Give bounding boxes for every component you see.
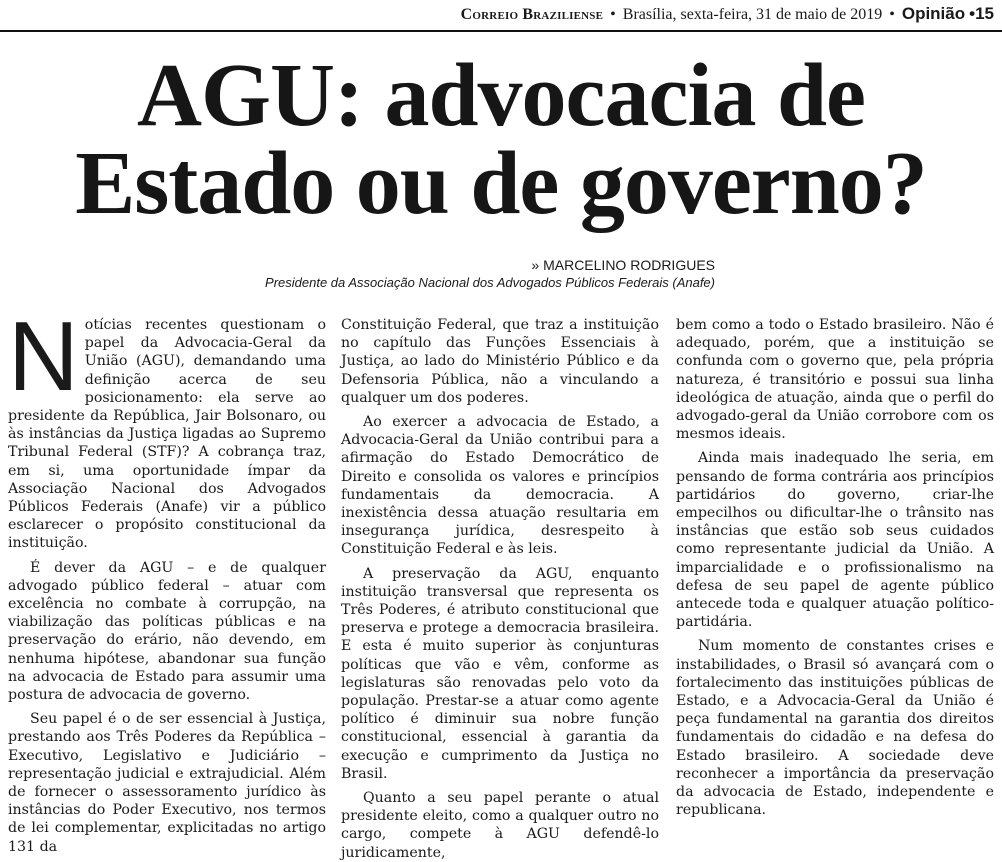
section-name: Opinião [901, 4, 966, 23]
drop-cap: N [8, 301, 79, 411]
paragraph-text: otícias recentes questionam o papel da Advocacia-Geral da União (AGU), demandando uma definição acerca de seu posicionamento: ela serve ao presidente da República, Jair Bolsonaro, ou às instâncias da Justiça ligadas ao Supremo Tribunal Federal (STF)? A cobrança traz, em si, uma oportunidade ímpar da Associação Nacional dos Advogados Públicos Federais (Anafe) vir a público esclarecer o propósito constitucional da instituição. [8, 317, 326, 552]
headline-line-1: AGU: advocacia de [137, 46, 865, 145]
paragraph: Constituição Federal, que traz a instituição no capítulo das Funções Essenciais à Justiça, ao lado do Ministério Público e da Defensoria Pública, não a vinculando a qualquer um dos poderes. [341, 317, 659, 406]
header-rule [0, 30, 1002, 32]
article-column-3 [676, 316, 994, 821]
dateline: Brasília, sexta-feira, 31 de maio de 2019 [622, 6, 883, 23]
paragraph: Num momento de constantes crises e instabilidades, o Brasil só avançará com o fortalecimento das instituições públicas de Estado, e a Advocacia-Geral da União é peça fundamental na garantia dos direitos fundamentais do cidadão e na defesa do Estado brasileiro. A sociedade deve reconhecer a importância da preservação da advocacia de Estado, independente e republicana. [676, 638, 994, 819]
byline [265, 257, 715, 291]
newspaper-name: Correio Braziliense [460, 6, 604, 23]
paragraph: A preservação da AGU, enquanto instituição transversal que representa os Três Poderes, é atributo constitucional que preserva e protege a democracia brasileira. E esta é muito superior às conjunturas políticas que vão e vêm, conforme as legislaturas são renovadas pelo voto da população. Prestar-se a atuar como agente político é diminuir sua nobre função constitucional, essencial à garantia da execução e cumprimento da Justiça no Brasil. [341, 565, 659, 782]
paragraph: Quanto a seu papel perante o atual presidente eleito, como a qualquer outro no cargo, compete à AGU defendê-lo juridicamente, [341, 790, 659, 861]
author-name: » MARCELINO RODRIGUES [531, 257, 715, 273]
paragraph: É dever da AGU – e de qualquer advogado público federal – atuar com excelência no combate à corrupção, na viabilização das políticas públicas e na preservação do erário, não devendo, em nenhuma hipótese, abandonar sua função na advocacia de Estado para assumir uma postura de advocacia de governo. [8, 559, 326, 704]
header-separator-2: • [889, 6, 895, 23]
author-role: Presidente da Associação Nacional dos Advogados Públicos Federais (Anafe) [265, 275, 715, 290]
article-column-2 [341, 316, 659, 861]
paragraph: Ao exercer a advocacia de Estado, a Advocacia-Geral da União contribui para a afirmação do Estado Democrático de Direito e consolida os valores e princípios fundamentais da democracia. A inexistência dessa atuação resultaria em insegurança jurídica, desrespeito à Constituição Federal e às leis. [341, 414, 659, 558]
header-separator: • [610, 6, 616, 23]
paragraph: Seu papel é o de ser essencial à Justiça, prestando aos Três Poderes da República – Executivo, Legislativo e Judiciário – representação judicial e extrajudicial. Além de fornecer o assessoramento jurídico às instâncias do Poder Executivo, nos termos de lei complementar, explicitadas no artigo 131 da [8, 711, 326, 855]
paragraph: bem como a todo o Estado brasileiro. Não é adequado, porém, que a instituição se confunda com o governo que, pela própria natureza, é transitório e possui sua linha ideológica de atuação, ainda que o perfil do advogado-geral da União corrobore com os mesmos ideais. [676, 317, 994, 443]
article-column-1 [8, 301, 326, 855]
page-header [0, 0, 1002, 34]
paragraph: Ainda mais inadequado lhe seria, em pensando de forma contrária aos princípios partidários do governo, criar-lhe empecilhos ou dificultar-lhe o trânsito nas instâncias que estão sob seus cuidados como representante judicial da União. A imparcialidade e o profissionalismo na defesa de seu papel de agente público antecede toda e qualquer atuação político-partidária. [676, 450, 994, 631]
paragraph [8, 301, 326, 553]
headline-line-2: Estado ou de governo? [75, 134, 927, 233]
page-number: •15 [969, 4, 994, 23]
header-line [461, 4, 994, 24]
